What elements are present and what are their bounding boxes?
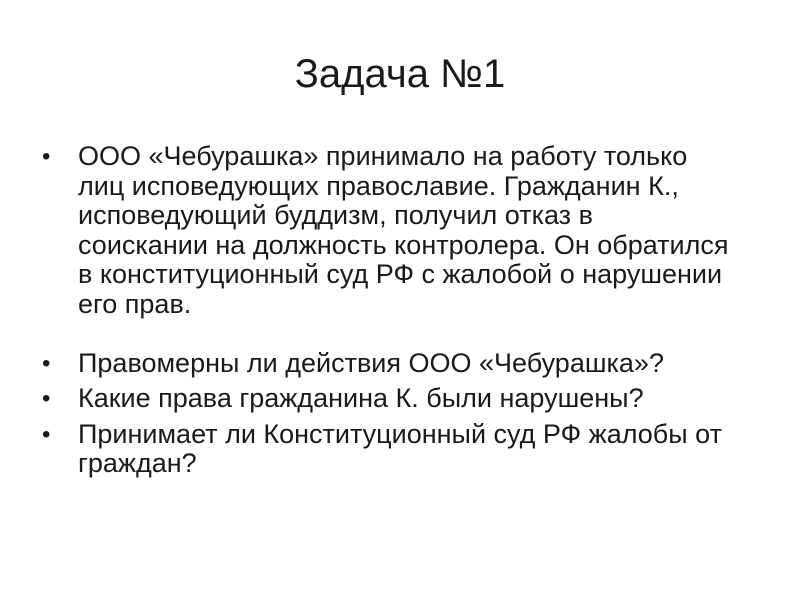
bullet-item-case: [40, 142, 730, 320]
bullet-icon: •: [42, 385, 51, 413]
slide-title: Задача №1: [294, 52, 506, 96]
bullet-icon: •: [42, 143, 51, 170]
bullet-icon: •: [42, 420, 51, 448]
bullet-icon: •: [42, 349, 51, 377]
bullet-list: [40, 142, 730, 479]
bullet-item-question-2: [40, 384, 730, 414]
bullet-item-question-3: [40, 420, 730, 479]
bullet-text-question-3: Принимает ли Конституционный суд РФ жалобы от граждан?: [78, 418, 722, 479]
bullet-text-case: ООО «Чебурашка» принимало на работу только лиц исповедующих православие. Гражданин К., исповедующий буддизм, получил отказ в соискании на должность контролера. Он обратился в конституционный суд РФ с жалобой о нарушении его прав.: [78, 141, 729, 319]
bullet-text-question-2: Какие права гражданина К. были нарушены?: [78, 383, 644, 414]
bullet-text-question-1: Правомерны ли действия ООО «Чебурашка»?: [78, 347, 664, 378]
bullet-item-question-1: [40, 349, 730, 379]
